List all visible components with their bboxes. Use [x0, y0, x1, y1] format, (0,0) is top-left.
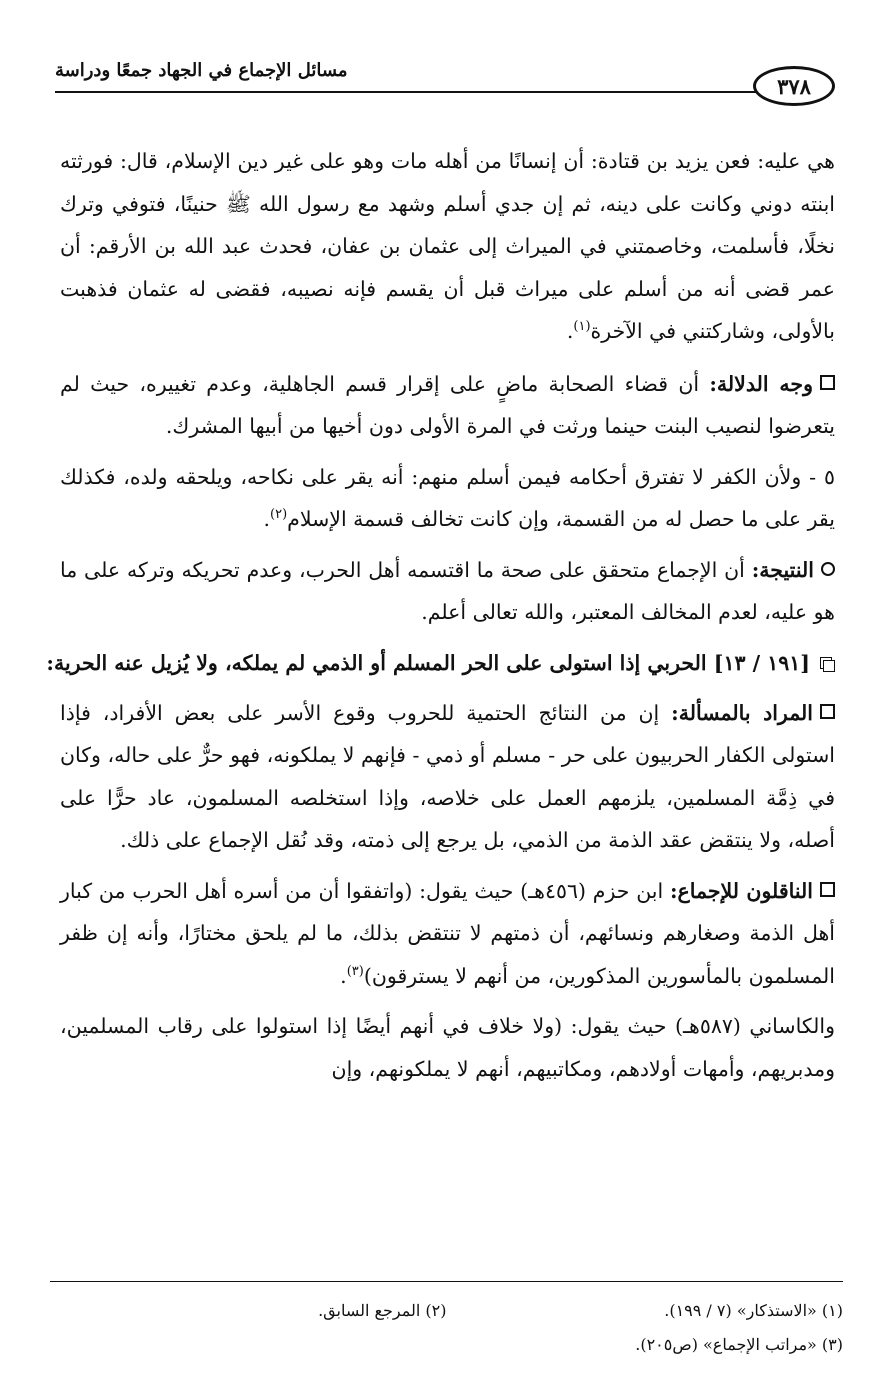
paragraph-lead: الناقلون للإجماع:	[669, 878, 814, 903]
square-bullet-icon	[820, 375, 835, 390]
running-header	[55, 54, 835, 104]
square-bullet-icon	[820, 704, 835, 719]
issue-heading-text: [١٩١ / ١٣] الحربي إذا استولى على الحر المسلم أو الذمي لم يملكه، ولا يُزيل عنه الحرية:	[46, 650, 810, 675]
paragraph-hadith: هي عليه: فعن يزيد بن قتادة: أن إنسانًا من أهله مات وهو على غير دين الإسلام، قال: فورثته ابنته دوني وكانت على دينه، ثم إن جدي أسلم وشهد مع رسول الله ﷺ حنينًا، فتوفي وترك نخلًا، فأسلمت، وخاصمتني في الميراث إلى عثمان بن عفان، فحدث عبد الله بن الأرقم: أن عمر قضى أنه من أسلم على ميراث قبل أن يقسم فإنه نصيبه، فقضى له عثمان فذهبت بالأولى، وشاركتني في الآخرة$^{(١)}$.	[60, 149, 835, 343]
footnote-row	[50, 1328, 843, 1362]
footnote-separator	[50, 1281, 843, 1282]
issue-heading	[46, 642, 835, 684]
paragraph-lead: النتيجة:	[751, 557, 814, 582]
footnote-3: (٣) «مراتب الإجماع» (ص٢٠٥).	[635, 1335, 843, 1354]
paragraph-evidence	[60, 363, 835, 448]
paragraph-text: هي عليه: فعن يزيد بن قتادة: أن إنسانًا من أهله مات وهو على غير دين الإسلام، قال: فورثته ابنته دوني وكانت على دينه، ثم إن جدي أسلم وشهد مع رسول الله ﷺ حنينًا، فتوفي وترك نخلًا، فأسلمت، وخاصمتني في الميراث إلى عثمان بن عفان، فحدث عبد الله بن الأرقم: أن عمر قضى أنه من أسلم على ميراث قبل أن يقسم فإنه نصيبه، فقضى له عثمان فذهبت بالأولى، وشاركتني في الآخرة	[60, 149, 835, 343]
footnote-1: (١) «الاستذكار» (٧ / ١٩٩).	[664, 1301, 843, 1320]
footnote-2: (٢) المرجع السابق.	[318, 1301, 447, 1320]
paragraph-point-5: ٥ - ولأن الكفر لا تفترق أحكامه فيمن أسلم منهم: أنه يقر على نكاحه، ويلحقه ولده، فكذلك يقر على ما حصل له من القسمة، وإن كانت تخالف قسمة الإسلام$^{(٢)}$.	[60, 464, 835, 531]
paragraph-result	[60, 549, 835, 634]
header-title: مسائل الإجماع في الجهاد جمعًا ودراسة	[55, 60, 348, 81]
paragraph-text: إن من النتائج الحتمية للحروب وقوع الأسر على بعض الأفراد، فإذا استولى الكفار الحربيون على حر - مسلم أو ذمي - فإنهم لا يملكونه، فهو حرٌّ على حاله، وكان في ذِمَّة المسلمين، يلزمهم العمل على خلاصه، وإذا استخلصه المسلمون، عاد حرًّا على أصله، ولا ينتقض عقد الذمة من الذمي، بل يرجع إلى ذمته، وقد نُقل الإجماع على ذلك.	[60, 700, 835, 852]
paragraph-text: أن قضاء الصحابة ماضٍ على إقرار قسم الجاهلية، وعدم تغييره، حيث لم يتعرضوا لنصيب البنت حينما ورثت في المرة الأولى دون أخيها من أبيها المشرك.	[60, 371, 835, 438]
paragraph-kasani	[60, 1005, 835, 1090]
document-stack-icon	[820, 657, 835, 671]
page-number: ٣٧٨	[753, 66, 835, 106]
header-rule	[55, 91, 757, 93]
paragraph-issue-meaning	[60, 692, 835, 862]
circle-bullet-icon	[821, 562, 835, 576]
paragraph-text: أن الإجماع متحقق على صحة ما اقتسمه أهل الحرب، وعدم تحريكه وتركه على ما هو عليه، لعدم المخالف المعتبر، والله تعالى أعلم.	[60, 557, 835, 624]
paragraph-text: ابن حزم (٤٥٦هـ) حيث يقول: (واتفقوا أن من أسره أهل الحرب من كبار أهل الذمة وصغارهم ونسائهم، أن ذمتهم لا تنتقض بذلك، ما لم يلحق مختارًا، وأنه إن ظفر المسلمون بالمأسورين المذكورين، من أنهم لا يسترقون)	[60, 878, 835, 988]
footnote-ref-1: (١)	[573, 319, 591, 335]
square-bullet-icon	[820, 882, 835, 897]
footnote-ref-3: (٣)	[346, 963, 364, 979]
paragraph-text: ٥ - ولأن الكفر لا تفترق أحكامه فيمن أسلم منهم: أنه يقر على نكاحه، ويلحقه ولده، فكذلك يقر على ما حصل له من القسمة، وإن كانت تخالف قسمة الإسلام	[60, 464, 835, 531]
paragraph-consensus-transmitters: الناقلون للإجماع: ابن حزم (٤٥٦هـ) حيث يقول: (واتفقوا أن من أسره أهل الحرب من كبار أهل الذمة وصغارهم ونسائهم، أن ذمتهم لا تنتقض بذلك، ما لم يلحق مختارًا، وأنه إن ظفر المسلمون بالمأسورين المذكورين، من أنهم لا يسترقون)$^{(٣)}$.	[60, 878, 835, 988]
main-text	[46, 140, 835, 1098]
footnote-ref-2: (٢)	[270, 507, 288, 523]
paragraph-lead: المراد بالمسألة:	[671, 700, 813, 725]
footnotes	[50, 1294, 843, 1362]
paragraph-text: والكاساني (٥٨٧هـ) حيث يقول: (ولا خلاف في أنهم أيضًا إذا استولوا على رقاب المسلمين، ومدبريهم، وأمهات أولادهم، ومكاتبيهم، أنهم لا يملكونهم، وإن	[60, 1014, 835, 1081]
footnote-row	[50, 1294, 843, 1328]
paragraph-lead: وجه الدلالة:	[709, 371, 813, 396]
